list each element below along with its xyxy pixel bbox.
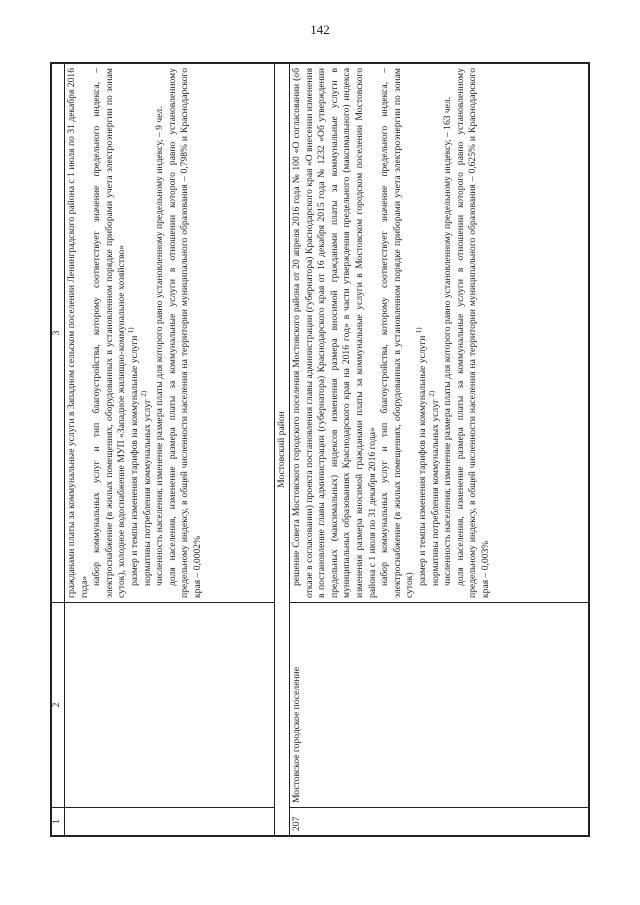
district-heading: Мостовский район: [275, 64, 290, 836]
header-col-3: 3: [52, 64, 65, 603]
detail-paragraph: размер и темпы изменения тарифов на коммунальные услуги $^{1)}$: [414, 327, 428, 586]
settlement-name-cell: Мостовское городское поселение: [290, 603, 589, 808]
detail-paragraph: численность населения, изменение размера платы для которого равно установленному предельному индексу, – 9 чел.: [154, 106, 166, 586]
details-cell: [65, 64, 275, 603]
footnote-marker: 1): [126, 327, 135, 334]
rotated-table: [50, 62, 590, 837]
detail-paragraph: решение Совета Мостовского городского поселения Мостовского района от 20 апреля 2016 года № 100 «О согласовании (об отказе в согласовании) проекта постановления главы администрации (губернатора) Краснодарского края «О внесении изменения в постановление главы администрации (губернатора) Краснодарского края от 16 декабря 2015 года № 1232 «Об утверждении предельных (максимальных) индексов изменения размера вносимой гражданами платы за коммунальные услуги в муниципальных образованиях Краснодарского края на 2016 год» в части утверждения предельного (максимального) индекса изменения размера вносимой гражданами платы за коммунальные услуги в Мостовском городском поселении Мостовского района с 1 июля по 31 декабря 2016 года»: [291, 68, 378, 598]
data-table: [51, 63, 589, 836]
row-number-cell: [65, 808, 275, 836]
detail-paragraph: набор коммунальных услуг и тип благоустройства, которому соответствует значение предельного индекса, – электроснабжение (в жилых помещениях, оборудованных в установленном порядке приборами учета электроэнергии по зонам суток), холодное водоснабжение МУП «Западное жилищно-коммунальное хозяйство»: [91, 68, 128, 598]
page-number: 142: [310, 22, 330, 37]
district-heading-row: [275, 64, 290, 836]
header-col-1: 1: [52, 808, 65, 836]
detail-paragraph: доля населения, изменение размера платы за коммунальные услуги в отношении которого равно установленному предельному индексу, в общей численности населения на территории муниципального образования – 0,798% и Краснодарского края – 0,0002%: [166, 68, 203, 598]
detail-paragraph: размер и темпы изменения тарифов на коммунальные услуги $^{1)}$: [126, 327, 140, 586]
row-number-cell: 207: [290, 808, 589, 836]
footnote-marker: 2): [427, 390, 436, 397]
footnote-marker: 2): [139, 390, 148, 397]
footnote-marker: 1): [414, 327, 423, 334]
settlement-name-cell: [65, 603, 275, 808]
detail-paragraph: нормативы потребления коммунальных услуг $^{2)}$: [139, 390, 153, 586]
detail-paragraph: доля населения, изменение размера платы за коммунальные услуги в отношении которого равно установленному предельному индексу, в общей численности населения на территории муниципального образования – 0,625% и Краснодарского края – 0,003%: [454, 68, 491, 598]
detail-paragraph: нормативы потребления коммунальных услуг $^{2)}$: [427, 390, 441, 586]
table-row-continuation: [65, 64, 275, 836]
detail-paragraph: численность населения, изменение размера платы для которого равно установленному предельному индексу, – 163 чел.: [442, 96, 454, 586]
table-header-row: [52, 64, 65, 836]
details-cell: [290, 64, 589, 603]
table-row-207: [290, 64, 589, 836]
detail-paragraph: гражданами платы за коммунальные услуги в Западном сельском поселении Ленинградского района с 1 июля по 31 декабря 2016 года»: [66, 68, 90, 598]
detail-paragraph: набор коммунальных услуг и тип благоустройства, которому соответствует значение предельного индекса, – электроснабжение (в жилых помещениях, оборудованных в установленном порядке приборами учета электроэнергии по зонам суток): [379, 68, 416, 598]
header-col-2: 2: [52, 603, 65, 808]
